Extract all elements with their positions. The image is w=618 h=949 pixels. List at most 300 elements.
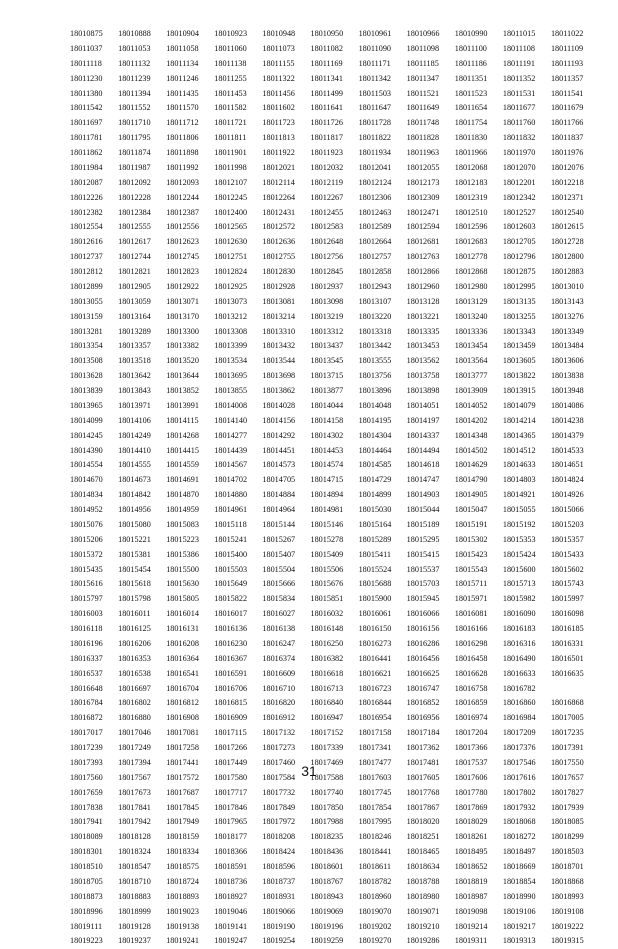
table-cell: 18012681: [406, 237, 440, 247]
table-cell: 18016909: [214, 713, 248, 723]
table-cell: 18011058: [166, 43, 199, 53]
table-cell: 18013276: [550, 311, 584, 321]
table-cell: 18016118: [70, 624, 103, 633]
table-cell: 18019196: [310, 921, 344, 931]
table-cell: 18014702: [214, 475, 248, 485]
table-cell: 18012756: [310, 252, 344, 262]
table-cell: 18014959: [166, 505, 199, 514]
table-cell: 18016782: [502, 683, 536, 693]
table-cell: 18017235: [550, 728, 584, 738]
table-cell: 18018710: [118, 876, 151, 886]
table-cell: 18011037: [70, 43, 103, 53]
table-cell: 18015688: [358, 579, 392, 589]
table-cell: 18018020: [406, 817, 440, 827]
table-cell: 18014292: [262, 430, 296, 440]
table-cell: 18019111: [70, 921, 103, 931]
table-cell: 18018366: [214, 847, 248, 857]
table-cell: 18012201: [502, 177, 536, 187]
table-cell: 18017942: [118, 817, 151, 827]
table-cell: 18013862: [262, 386, 296, 395]
table-cell: 18014952: [70, 505, 103, 514]
table-cell: 18017005: [550, 713, 584, 723]
table-cell: 18013300: [166, 326, 199, 336]
table-cell: 18019311: [454, 936, 488, 946]
table-cell: 18017850: [310, 802, 344, 812]
table-cell: 18018868: [550, 876, 584, 886]
table-cell: 18012244: [166, 192, 199, 202]
table-cell: 18019128: [118, 921, 151, 931]
table-cell: 18014202: [454, 415, 488, 425]
table-cell: 18017584: [262, 772, 296, 782]
table-cell: 18016954: [358, 713, 392, 723]
table-cell: 18013843: [118, 386, 151, 395]
table-cell: 18013965: [70, 400, 103, 410]
table-cell: 18019313: [502, 936, 536, 946]
table-row: [70, 176, 599, 191]
table-cell: 18011090: [358, 43, 392, 53]
table-cell: 18011647: [358, 103, 392, 113]
table-cell: 18014870: [166, 490, 199, 500]
table-cell: 18017965: [214, 817, 248, 827]
table-cell: 18015602: [550, 564, 584, 574]
table-cell: 18011641: [310, 103, 343, 113]
table-row: [70, 845, 599, 860]
table-cell: 18011499: [310, 88, 343, 98]
table-cell: 18015223: [166, 534, 199, 544]
table-cell: 18018324: [118, 847, 151, 857]
table-cell: 18012463: [358, 207, 392, 217]
table-cell: 18019286: [406, 936, 440, 946]
table-cell: 18018990: [502, 891, 536, 901]
table-cell: 18017949: [166, 817, 199, 827]
table-cell: 18016247: [262, 638, 296, 648]
table-cell: 18016032: [310, 609, 344, 619]
table-cell: 18018497: [502, 847, 536, 857]
table-cell: 18016697: [118, 683, 151, 693]
table-cell: 18011523: [454, 88, 488, 98]
table-cell: 18015433: [550, 549, 584, 559]
table-row: [70, 473, 599, 488]
table-cell: 18018996: [70, 906, 103, 916]
table-cell: 18015503: [214, 564, 248, 574]
table-cell: 18014884: [262, 490, 296, 500]
table-cell: 18014051: [406, 400, 440, 410]
table-cell: 18015144: [262, 519, 296, 529]
table-cell: 18018611: [358, 862, 392, 871]
table-cell: 18011822: [358, 133, 392, 143]
table-cell: 18018465: [406, 847, 440, 857]
table-cell: 18012617: [118, 237, 151, 247]
table-row: [70, 934, 599, 949]
table-cell: 18015267: [262, 534, 296, 544]
table-cell: 18013484: [550, 341, 584, 351]
table-cell: 18017449: [214, 757, 248, 767]
table-cell: 18013399: [214, 341, 248, 351]
table-cell: 18019098: [454, 906, 488, 916]
table-cell: 18011728: [358, 118, 392, 128]
table-cell: 18013855: [214, 386, 248, 395]
table-cell: 18014842: [118, 490, 151, 500]
table-cell: 18011987: [118, 162, 151, 172]
table-cell: 18016621: [358, 668, 392, 678]
table-cell: 18015945: [406, 594, 440, 604]
table-cell: 18014554: [70, 460, 103, 470]
table-cell: 18011710: [118, 118, 151, 128]
table-cell: 18011679: [550, 103, 584, 113]
table-cell: 18015630: [166, 579, 199, 589]
table-cell: 18016367: [214, 653, 248, 663]
table-cell: 18017605: [406, 772, 440, 782]
table-cell: 18017745: [358, 787, 392, 797]
table-cell: 18015047: [454, 505, 488, 514]
table-cell: 18014451: [262, 445, 296, 455]
table-cell: 18011697: [70, 118, 103, 128]
table-cell: 18011602: [262, 103, 295, 113]
table-cell: 18016441: [358, 653, 392, 663]
table-cell: 18014048: [358, 400, 392, 410]
table-cell: 18013135: [502, 296, 536, 306]
table-cell: 18011970: [502, 148, 536, 157]
table-cell: 18012905: [118, 281, 151, 291]
table-cell: 18018424: [262, 847, 296, 857]
table-cell: 18014410: [118, 445, 151, 455]
table-cell: 18013059: [118, 296, 151, 306]
table-cell: 18018927: [214, 891, 248, 901]
table-cell: 18018737: [262, 876, 296, 886]
table-cell: 18019106: [502, 906, 536, 916]
table-cell: 18015649: [214, 579, 248, 589]
table-cell: 18013545: [310, 356, 344, 366]
table-cell: 18018299: [550, 832, 584, 842]
table-cell: 18013310: [262, 326, 296, 336]
table-cell: 18019070: [358, 906, 392, 916]
table-cell: 18013281: [70, 326, 103, 336]
table-cell: 18011922: [262, 148, 295, 157]
table-cell: 18011347: [406, 73, 440, 83]
table-cell: 18015537: [406, 564, 440, 574]
table-cell: 18011169: [310, 58, 343, 68]
table-cell: 18017204: [454, 728, 488, 738]
table-cell: 18012124: [358, 177, 392, 187]
table-cell: 18017827: [550, 787, 584, 797]
table-cell: 18015424: [502, 549, 536, 559]
table-cell: 18011811: [214, 133, 247, 143]
table-cell: 18018159: [166, 832, 199, 842]
table-cell: 18011781: [70, 133, 103, 143]
table-cell: 18016758: [454, 683, 488, 693]
table-cell: 18017802: [502, 787, 536, 797]
table-cell: 18011874: [118, 148, 151, 157]
table-cell: 18013896: [358, 386, 392, 395]
table-cell: 18015302: [454, 534, 488, 544]
table-cell: 18014439: [214, 445, 248, 455]
table-cell: 18017481: [406, 757, 440, 767]
table-cell: 18014964: [262, 505, 296, 514]
table-cell: 18012928: [262, 281, 296, 291]
table-cell: 18019254: [262, 936, 296, 946]
table-cell: 18013442: [358, 341, 392, 351]
table-cell: 18018634: [406, 862, 440, 871]
table-cell: 18013170: [166, 311, 199, 321]
table-cell: 18015295: [406, 534, 440, 544]
table-cell: 18019259: [310, 936, 344, 946]
table-row: [70, 563, 599, 578]
table-cell: 18015192: [502, 519, 536, 529]
table-cell: 18013081: [262, 296, 296, 306]
table-cell: 18011134: [166, 58, 199, 68]
table-cell: 18011806: [166, 133, 199, 143]
table-cell: 18013437: [310, 341, 344, 351]
table-cell: 18013564: [454, 356, 488, 366]
table-cell: 18018272: [502, 832, 536, 842]
table-cell: 18011726: [310, 118, 343, 128]
table-cell: 18014158: [310, 415, 344, 425]
table-cell: 18013562: [406, 356, 440, 366]
table-cell: 18019071: [406, 906, 440, 916]
table-cell: 18014651: [550, 460, 584, 470]
table-cell: 18017869: [454, 802, 488, 812]
table-cell: 18016166: [454, 624, 488, 633]
table-cell: 18011654: [454, 103, 488, 113]
table-cell: 18018883: [118, 891, 151, 901]
table-cell: 18013971: [118, 400, 151, 410]
table-cell: 18015618: [118, 579, 151, 589]
table-cell: 18014880: [214, 490, 248, 500]
table-cell: 18012616: [70, 237, 103, 247]
table-cell: 18010875: [70, 29, 103, 38]
table-cell: 18011531: [502, 88, 536, 98]
table-cell: 18012218: [550, 177, 584, 187]
table-cell: 18014961: [214, 505, 248, 514]
table-cell: 18011963: [406, 148, 440, 157]
table-cell: 18017659: [70, 787, 103, 797]
table-cell: 18012615: [550, 222, 584, 232]
table-cell: 18017616: [502, 772, 536, 782]
table-cell: 18016880: [118, 713, 151, 723]
table-cell: 18018601: [310, 862, 344, 871]
table-row: [70, 235, 599, 250]
table-cell: 18016456: [406, 653, 440, 663]
table-cell: 18014981: [310, 505, 344, 514]
table-cell: 18014790: [454, 475, 488, 485]
table-cell: 18016633: [502, 668, 536, 678]
table-cell: 18010950: [310, 29, 344, 38]
table-cell: 18015834: [262, 594, 296, 604]
table-cell: 18011901: [214, 148, 247, 157]
table-cell: 18016098: [550, 609, 584, 619]
table-row: [70, 414, 599, 429]
table-cell: 18012757: [358, 252, 392, 262]
table-cell: 18018960: [358, 891, 392, 901]
table-cell: 18017017: [70, 728, 103, 738]
table-cell: 18012755: [262, 252, 296, 262]
table-cell: 18017580: [214, 772, 248, 782]
table-cell: 18016131: [166, 624, 199, 633]
table-cell: 18012565: [214, 222, 248, 232]
table-cell: 18017266: [214, 743, 248, 752]
table-cell: 18015409: [310, 549, 344, 559]
table-cell: 18015372: [70, 549, 103, 559]
table-cell: 18011351: [454, 73, 488, 83]
table-cell: 18011837: [550, 133, 584, 143]
table-cell: 18014390: [70, 445, 103, 455]
table-cell: 18012076: [550, 162, 584, 172]
table-cell: 18011155: [262, 58, 295, 68]
table-cell: 18011541: [550, 88, 584, 98]
table-cell: 18012960: [406, 281, 440, 291]
table-row: [70, 711, 599, 726]
table-cell: 18016868: [550, 698, 584, 708]
table-cell: 18017572: [166, 772, 199, 782]
table-cell: 18012455: [310, 207, 344, 217]
table-cell: 18011984: [70, 162, 103, 172]
table-cell: 18013898: [406, 386, 440, 395]
table-cell: 18012068: [454, 162, 488, 172]
table-cell: 18015353: [502, 534, 536, 544]
table-cell: 18018652: [454, 862, 488, 871]
table-cell: 18018503: [550, 847, 584, 857]
table-cell: 18018669: [502, 862, 536, 871]
table-cell: 18011191: [502, 58, 535, 68]
table-cell: 18012823: [166, 267, 199, 276]
table-cell: 18017768: [406, 787, 440, 797]
table-cell: 18011453: [214, 88, 247, 98]
table-cell: 18014747: [406, 475, 440, 485]
table-cell: 18012226: [70, 192, 103, 202]
table-cell: 18012778: [454, 252, 488, 262]
table-cell: 18016490: [502, 653, 536, 663]
table-cell: 18016618: [310, 668, 344, 678]
table-cell: 18016125: [118, 624, 151, 633]
table-cell: 18014618: [406, 460, 440, 470]
table-cell: 18019223: [70, 936, 103, 946]
table-cell: 18017606: [454, 772, 488, 782]
table-cell: 18012925: [214, 281, 248, 291]
table-cell: 18019069: [310, 906, 344, 916]
table-cell: 18012342: [502, 192, 536, 202]
table-cell: 18015241: [214, 534, 248, 544]
table-row: [70, 220, 599, 235]
table-cell: 18014304: [358, 430, 392, 440]
table-cell: 18016635: [550, 668, 584, 678]
table-cell: 18012371: [550, 192, 584, 202]
table-cell: 18014115: [166, 415, 199, 425]
table-cell: 18013357: [118, 341, 151, 351]
table-cell: 18014156: [262, 415, 296, 425]
table-cell: 18017158: [358, 728, 392, 738]
table-cell: 18016298: [454, 638, 488, 648]
table-cell: 18014715: [310, 475, 344, 485]
table-cell: 18012744: [118, 252, 151, 262]
table-cell: 18012664: [358, 237, 392, 247]
table-cell: 18016273: [358, 638, 392, 648]
table-cell: 18015711: [454, 579, 488, 589]
table-cell: 18017132: [262, 728, 296, 738]
table-cell: 18011341: [310, 73, 343, 83]
table-cell: 18018873: [70, 891, 103, 901]
table-cell: 18013312: [310, 326, 344, 336]
table-cell: 18016250: [310, 638, 344, 648]
table-cell: 18015666: [262, 579, 296, 589]
table-cell: 18013454: [454, 341, 488, 351]
table-cell: 18018068: [502, 817, 536, 827]
table-cell: 18013336: [454, 326, 488, 336]
table-cell: 18013308: [214, 326, 248, 336]
table-cell: 18014008: [214, 400, 248, 410]
table-cell: 18017393: [70, 757, 103, 767]
table-cell: 18015066: [550, 505, 584, 514]
table-cell: 18014028: [262, 400, 296, 410]
table-cell: 18013073: [214, 296, 248, 306]
table-cell: 18016815: [214, 698, 248, 708]
table-cell: 18018246: [358, 832, 392, 842]
table-cell: 18018177: [214, 832, 248, 842]
table-cell: 18015203: [550, 519, 584, 529]
table-cell: 18012705: [502, 237, 536, 247]
table-cell: 18013164: [118, 311, 151, 321]
table-cell: 18012980: [454, 281, 488, 291]
table-cell: 18012937: [310, 281, 344, 291]
table-cell: 18011832: [502, 133, 536, 143]
table-cell: 18015381: [118, 549, 151, 559]
table-cell: 18014086: [550, 400, 584, 410]
table-cell: 18013010: [550, 281, 584, 291]
table-cell: 18017846: [214, 802, 248, 812]
table-cell: 18014629: [454, 460, 488, 470]
table-row: [70, 384, 599, 399]
table-cell: 18012114: [262, 177, 295, 187]
table-cell: 18016017: [214, 609, 248, 619]
table-cell: 18013948: [550, 386, 584, 395]
table-cell: 18014079: [502, 400, 536, 410]
table-cell: 18015971: [454, 594, 488, 604]
table-cell: 18015676: [310, 579, 344, 589]
table-cell: 18012883: [550, 267, 584, 276]
table-cell: 18016537: [70, 668, 103, 678]
table-cell: 18017550: [550, 757, 584, 767]
table-cell: 18013508: [70, 356, 103, 366]
table-cell: 18011108: [502, 43, 535, 53]
table-cell: 18019214: [454, 921, 488, 931]
table-cell: 18017460: [262, 757, 296, 767]
table-cell: 18012055: [406, 162, 440, 172]
table-cell: 18012943: [358, 281, 392, 291]
table-cell: 18015822: [214, 594, 248, 604]
table-cell: 18011862: [70, 148, 103, 157]
table-cell: 18012800: [550, 252, 584, 262]
table-cell: 18012309: [406, 192, 440, 202]
table-cell: 18011712: [166, 118, 199, 128]
table-cell: 18015189: [406, 519, 440, 529]
table-cell: 18014044: [310, 400, 344, 410]
table-cell: 18018893: [166, 891, 199, 901]
table-row: [70, 592, 599, 607]
table-cell: 18012183: [454, 177, 488, 187]
table-cell: 18013220: [358, 311, 392, 321]
table-cell: 18015076: [70, 519, 103, 529]
table-cell: 18017249: [118, 743, 151, 752]
table-cell: 18013715: [310, 371, 344, 381]
table-cell: 18012821: [118, 267, 151, 276]
table-cell: 18017941: [70, 817, 103, 827]
table-cell: 18013605: [502, 356, 536, 366]
table-cell: 18014277: [214, 430, 248, 440]
table-cell: 18010948: [262, 29, 296, 38]
table-cell: 18011760: [502, 118, 536, 128]
table-cell: 18016541: [166, 668, 199, 678]
table-row: [70, 920, 599, 935]
table-cell: 18011342: [358, 73, 392, 83]
